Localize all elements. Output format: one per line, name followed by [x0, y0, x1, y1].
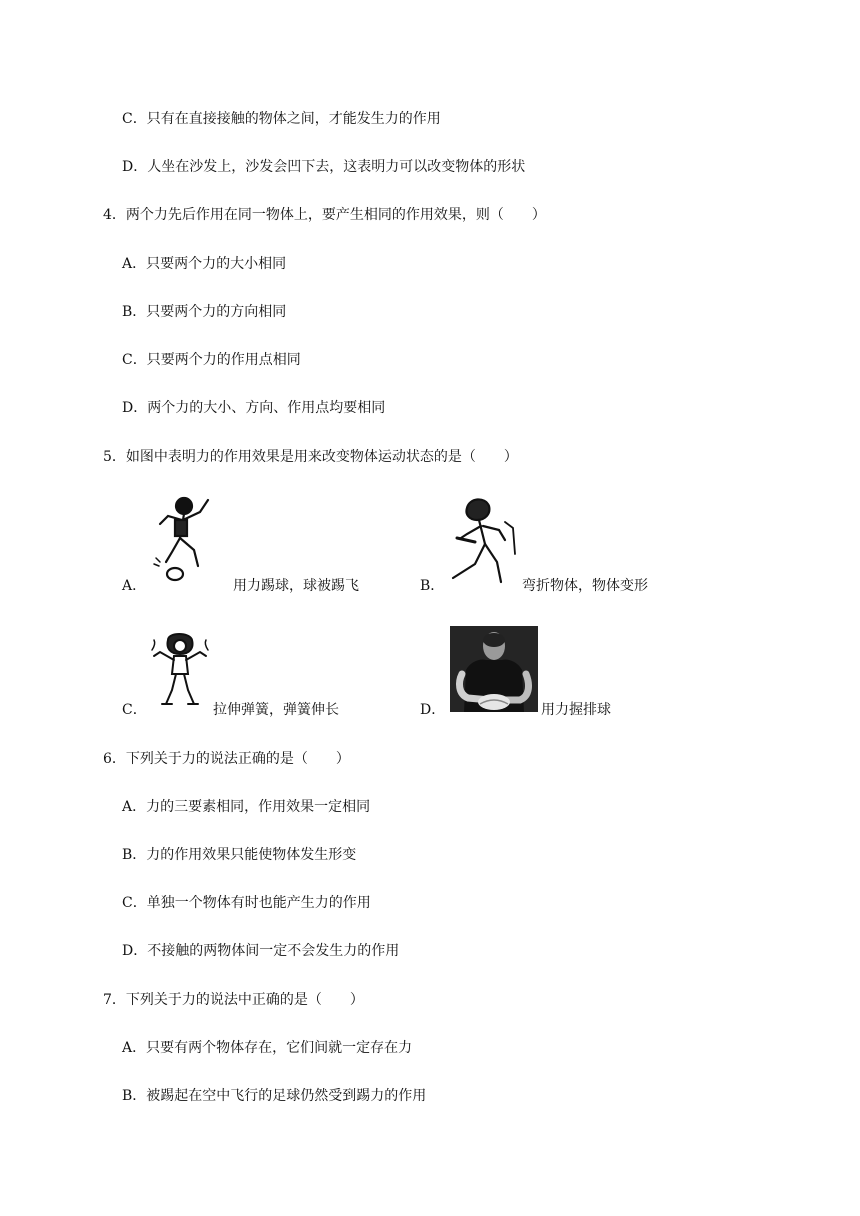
q5-option-b-caption: 弯折物体，物体变形	[522, 578, 648, 594]
q6-option-d: D．不接触的两物体间一定不会发生力的作用	[122, 943, 400, 959]
q6-option-c: C．单独一个物体有时也能产生力的作用	[122, 895, 371, 911]
q6-stem: 6．下列关于力的说法正确的是（ ）	[103, 751, 350, 767]
q4-option-c: C．只要两个力的作用点相同	[122, 352, 301, 368]
q6-option-a: A．力的三要素相同，作用效果一定相同	[122, 799, 371, 815]
q4-stem: 4．两个力先后作用在同一物体上，要产生相同的作用效果，则（ ）	[103, 207, 546, 223]
kicking-ball-figure-icon	[150, 490, 230, 590]
q4-option-a: A．只要两个力的大小相同	[122, 256, 287, 272]
q5-stem: 5．如图中表明力的作用效果是用来改变物体运动状态的是（ ）	[103, 449, 518, 465]
q5-option-a-caption: 用力踢球，球被踢飞	[233, 578, 359, 594]
q4-option-d: D．两个力的大小、方向、作用点均要相同	[122, 400, 386, 416]
q5-option-c-caption: 拉伸弹簧，弹簧伸长	[213, 702, 339, 718]
q3-option-c: C．只有在直接接触的物体之间，才能发生力的作用	[122, 111, 441, 127]
holding-volleyball-photo-icon	[450, 626, 538, 712]
q4-option-b: B．只要两个力的方向相同	[122, 304, 287, 320]
q7-option-b: B．被踢起在空中飞行的足球仍然受到踢力的作用	[122, 1088, 427, 1104]
q3-option-d: D．人坐在沙发上，沙发会凹下去，这表明力可以改变物体的形状	[122, 159, 526, 175]
bending-object-figure-icon	[445, 494, 521, 590]
q5-option-d-label: D．	[420, 702, 446, 718]
q6-option-b: B．力的作用效果只能使物体发生形变	[122, 847, 357, 863]
q5-option-b-label: B．	[420, 578, 445, 594]
q5-option-c-label: C．	[122, 702, 147, 718]
q7-option-a: A．只要有两个物体存在，它们间就一定存在力	[122, 1040, 413, 1056]
stretching-spring-figure-icon	[150, 630, 210, 714]
q5-option-a-label: A．	[122, 578, 147, 594]
q7-stem: 7．下列关于力的说法中正确的是（ ）	[103, 992, 364, 1008]
q5-option-d-caption: 用力握排球	[541, 702, 611, 718]
